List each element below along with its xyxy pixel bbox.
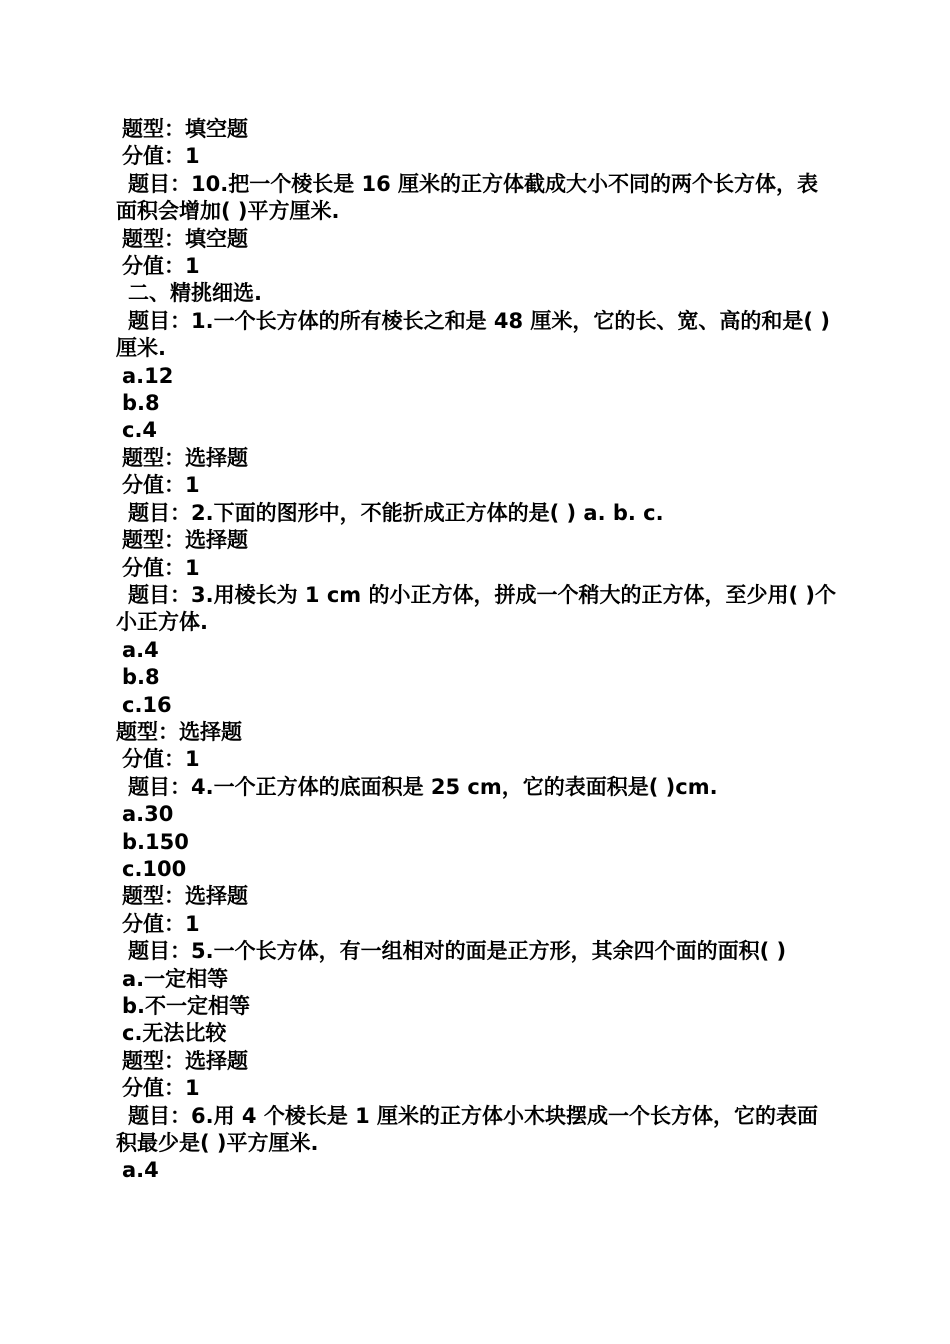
answer-option: a.4 xyxy=(122,637,159,662)
score-line: 分值：1 xyxy=(122,555,200,580)
answer-option: a.4 xyxy=(122,1158,159,1183)
answer-option: b.150 xyxy=(122,829,189,854)
score-line: 分值：1 xyxy=(122,473,200,498)
answer-option: c.4 xyxy=(122,418,158,443)
question-type-line: 题型：填空题 xyxy=(122,117,248,141)
answer-option: b.不一定相等 xyxy=(122,994,251,1018)
question-text: 题目：5.一个长方体，有一组相对的面是正方形，其余四个面的面积( ) xyxy=(128,939,787,964)
question-type-line: 题型：选择题 xyxy=(122,528,248,553)
question-type-line: 题型：选择题 xyxy=(122,1048,248,1073)
section-heading: 二、精挑细选. xyxy=(128,281,262,306)
answer-option: b.8 xyxy=(122,391,160,416)
score-line: 分值：1 xyxy=(122,747,200,772)
score-line: 分值：1 xyxy=(122,911,200,936)
question-list xyxy=(116,116,836,1185)
answer-option: a.30 xyxy=(122,802,174,827)
answer-option: c.无法比较 xyxy=(122,1021,227,1046)
answer-option: c.16 xyxy=(122,692,172,717)
question-type-line: 题型：选择题 xyxy=(116,719,242,744)
question-type-line: 题型：选择题 xyxy=(122,445,248,470)
score-line: 分值：1 xyxy=(122,254,200,279)
answer-option: b.8 xyxy=(122,665,160,690)
question-text: 题目：4.一个正方体的底面积是 25 cm，它的表面积是( )cm. xyxy=(128,774,718,799)
score-line: 分值：1 xyxy=(122,144,200,169)
question-text: 题目：2.下面的图形中，不能折成正方体的是( ) a. b. c. xyxy=(128,500,664,525)
score-line: 分值：1 xyxy=(122,1076,200,1101)
answer-option: a.一定相等 xyxy=(122,966,229,991)
answer-option: a.12 xyxy=(122,363,174,388)
question-text: 题目：10.把一个棱长是 16 厘米的正方体截成大小不同的两个长方体，表面积会增加( )平方厘米. xyxy=(116,171,819,224)
answer-option: c.100 xyxy=(122,856,187,881)
question-text: 题目：6.用 4 个棱长是 1 厘米的正方体小木块摆成一个长方体，它的表面积最少是( )平方厘米. xyxy=(116,1103,819,1156)
question-type-line: 题型：选择题 xyxy=(122,884,248,909)
question-type-line: 题型：填空题 xyxy=(122,226,248,251)
question-text: 题目：3.用棱长为 1 cm 的小正方体，拼成一个稍大的正方体，至少用( )个小正方体. xyxy=(116,582,836,635)
question-text: 题目：1.一个长方体的所有棱长之和是 48 厘米，它的长、宽、高的和是( )厘米. xyxy=(116,308,830,361)
